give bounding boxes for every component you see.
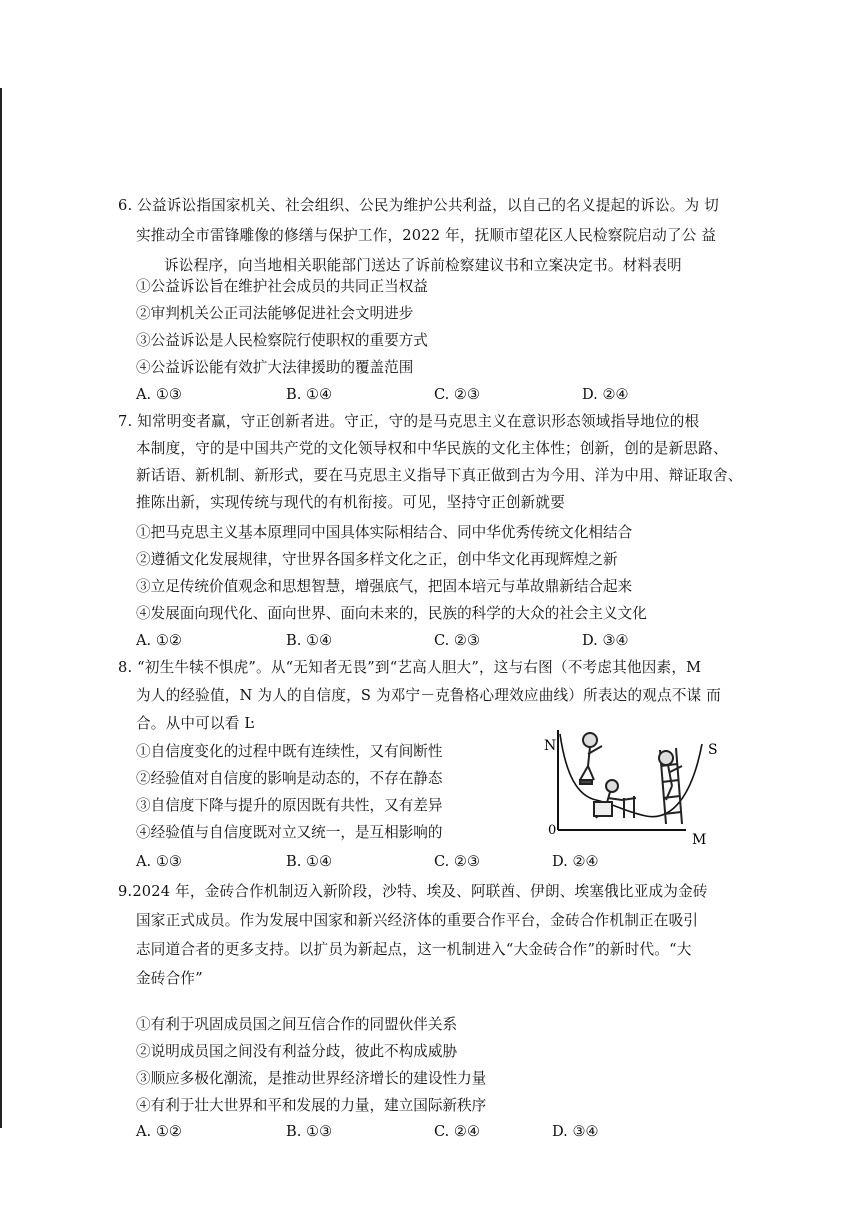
question-8-stem-line: 8. “初生牛犊不惧虎”。从“无知者无畏”到“艺高人胆大”，这与右图（不考虑其他因素，M xyxy=(118,659,702,676)
question-7-choice-a: A. ①② xyxy=(136,632,182,649)
question-9-stem-line: 金砖合作” xyxy=(136,970,203,987)
question-9-stem-line: 志同道合者的更多支持。以扩员为新起点，这一机制进入“大金砖合作”的新时代。“大 xyxy=(136,941,692,958)
question-9-choice-b: B. ①③ xyxy=(286,1123,333,1140)
question-8-stem-line: 合。从中可以看 Ŀ xyxy=(136,715,255,732)
page-edge-line xyxy=(0,88,2,1128)
y-axis-label: N xyxy=(544,738,557,754)
question-9-choice-d: D. ③④ xyxy=(552,1123,599,1140)
question-6-choice-c: C. ②③ xyxy=(434,386,481,403)
question-8-choice-a: A. ①③ xyxy=(136,853,182,870)
question-7-choice-d: D. ③④ xyxy=(582,632,629,649)
origin-label: 0 xyxy=(548,823,557,838)
question-7-option: ②遵循文化发展规律，守世界各国多样文化之正，创中华文化再现辉煌之新 xyxy=(136,551,618,568)
figure-on-peak xyxy=(580,733,602,784)
question-8-option: ①自信度变化的过程中既有连续性，又有间断性 xyxy=(136,743,443,760)
question-6-choice-a: A. ①③ xyxy=(136,386,182,403)
question-7-stem-line: 推陈出新，实现传统与现代的有机衔接。可见，坚持守正创新就要 xyxy=(136,494,566,511)
question-6-option: ①公益诉讼旨在维护社会成员的共同正当权益 xyxy=(136,278,428,295)
question-7-option: ①把马克思主义基本原理同中国具体实际相结合、同中华优秀传统文化相结合 xyxy=(136,524,633,541)
question-8-option: ④经验值与自信度既对立又统一，是互相影响的 xyxy=(136,824,443,841)
question-6-option: ④公益诉讼能有效扩大法律援助的覆盖范围 xyxy=(136,359,414,376)
dunning-kruger-graph xyxy=(536,726,748,850)
question-7-choice-b: B. ①④ xyxy=(286,632,333,649)
x-axis-label: M xyxy=(692,832,707,848)
question-6-stem-line: 实推动全市雷锋雕像的修缮与保护工作，2022 年，抚顺市望花区人民检察院启动了公 益 xyxy=(136,227,717,244)
question-9-option: ①有利于巩固成员国之间互信合作的同盟伙伴关系 xyxy=(136,1016,458,1033)
question-8-option: ②经验值对自信度的影响是动态的，不存在静态 xyxy=(136,770,443,787)
question-7-stem-line: 新话语、新机制、新形式，要在马克思主义指导下真正做到古为今用、洋为中用、辩证取舍、 xyxy=(136,467,743,484)
question-9-option: ④有利于壮大世界和平和发展的力量，建立国际新秩序 xyxy=(136,1097,487,1114)
question-6-stem-line: 6. 公益诉讼指国家机关、社会组织、公民为维护公共利益，以自己的名义提起的诉讼。为 切 xyxy=(118,197,719,214)
question-7-stem-line: 本制度，守的是中国共产党的文化领导权和中华民族的文化主体性；创新，创的是新思路、 xyxy=(136,440,728,457)
question-6-stem-line: 诉讼程序，向当地相关职能部门送达了诉前检察建议书和立案决定书。材料表明 xyxy=(164,257,682,274)
question-6-choice-b: B. ①④ xyxy=(286,386,333,403)
curve-label: S xyxy=(708,742,718,758)
question-8-choice-b: B. ①④ xyxy=(286,853,333,870)
figure-on-ladder xyxy=(659,748,682,824)
figure-in-valley xyxy=(594,780,636,818)
question-6-option: ③公益诉讼是人民检察院行使职权的重要方式 xyxy=(136,332,428,349)
question-8-choice-d: D. ②④ xyxy=(552,853,599,870)
question-6-choice-d: D. ②④ xyxy=(582,386,629,403)
question-7-choice-c: C. ②③ xyxy=(434,632,481,649)
question-9-stem-line: 9.2024 年，金砖合作机制迈入新阶段，沙特、埃及、阿联酋、伊朗、埃塞俄比亚成为金砖 xyxy=(118,883,708,900)
question-8-option: ③自信度下降与提升的原因既有共性，又有差异 xyxy=(136,797,443,814)
question-8-stem-line: 为人的经验值，N 为人的自信度，S 为邓宁－克鲁格心理效应曲线）所表达的观点不谋 而 xyxy=(136,687,722,704)
question-9-stem-line: 国家正式成员。作为发展中国家和新兴经济体的重要合作平台，金砖合作机制正在吸引 xyxy=(136,912,699,929)
question-9-choice-a: A. ①② xyxy=(136,1123,182,1140)
question-7-stem-line: 7. 知常明变者赢，守正创新者进。守正，守的是马克思主义在意识形态领域指导地位的根 xyxy=(118,413,700,430)
question-8-choice-c: C. ②③ xyxy=(434,853,481,870)
question-7-option: ④发展面向现代化、面向世界、面向未来的，民族的科学的大众的社会主义文化 xyxy=(136,605,647,622)
question-9-option: ③顺应多极化潮流，是推动世界经济增长的建设性力量 xyxy=(136,1070,487,1087)
question-6-option: ②审判机关公正司法能够促进社会文明进步 xyxy=(136,305,414,322)
question-9-option: ②说明成员国之间没有利益分歧，彼此不构成威胁 xyxy=(136,1043,458,1060)
question-7-option: ③立足传统价值观念和思想智慧，增强底气，把固本培元与革故鼎新结合起来 xyxy=(136,578,633,595)
question-9-choice-c: C. ②④ xyxy=(434,1123,481,1140)
